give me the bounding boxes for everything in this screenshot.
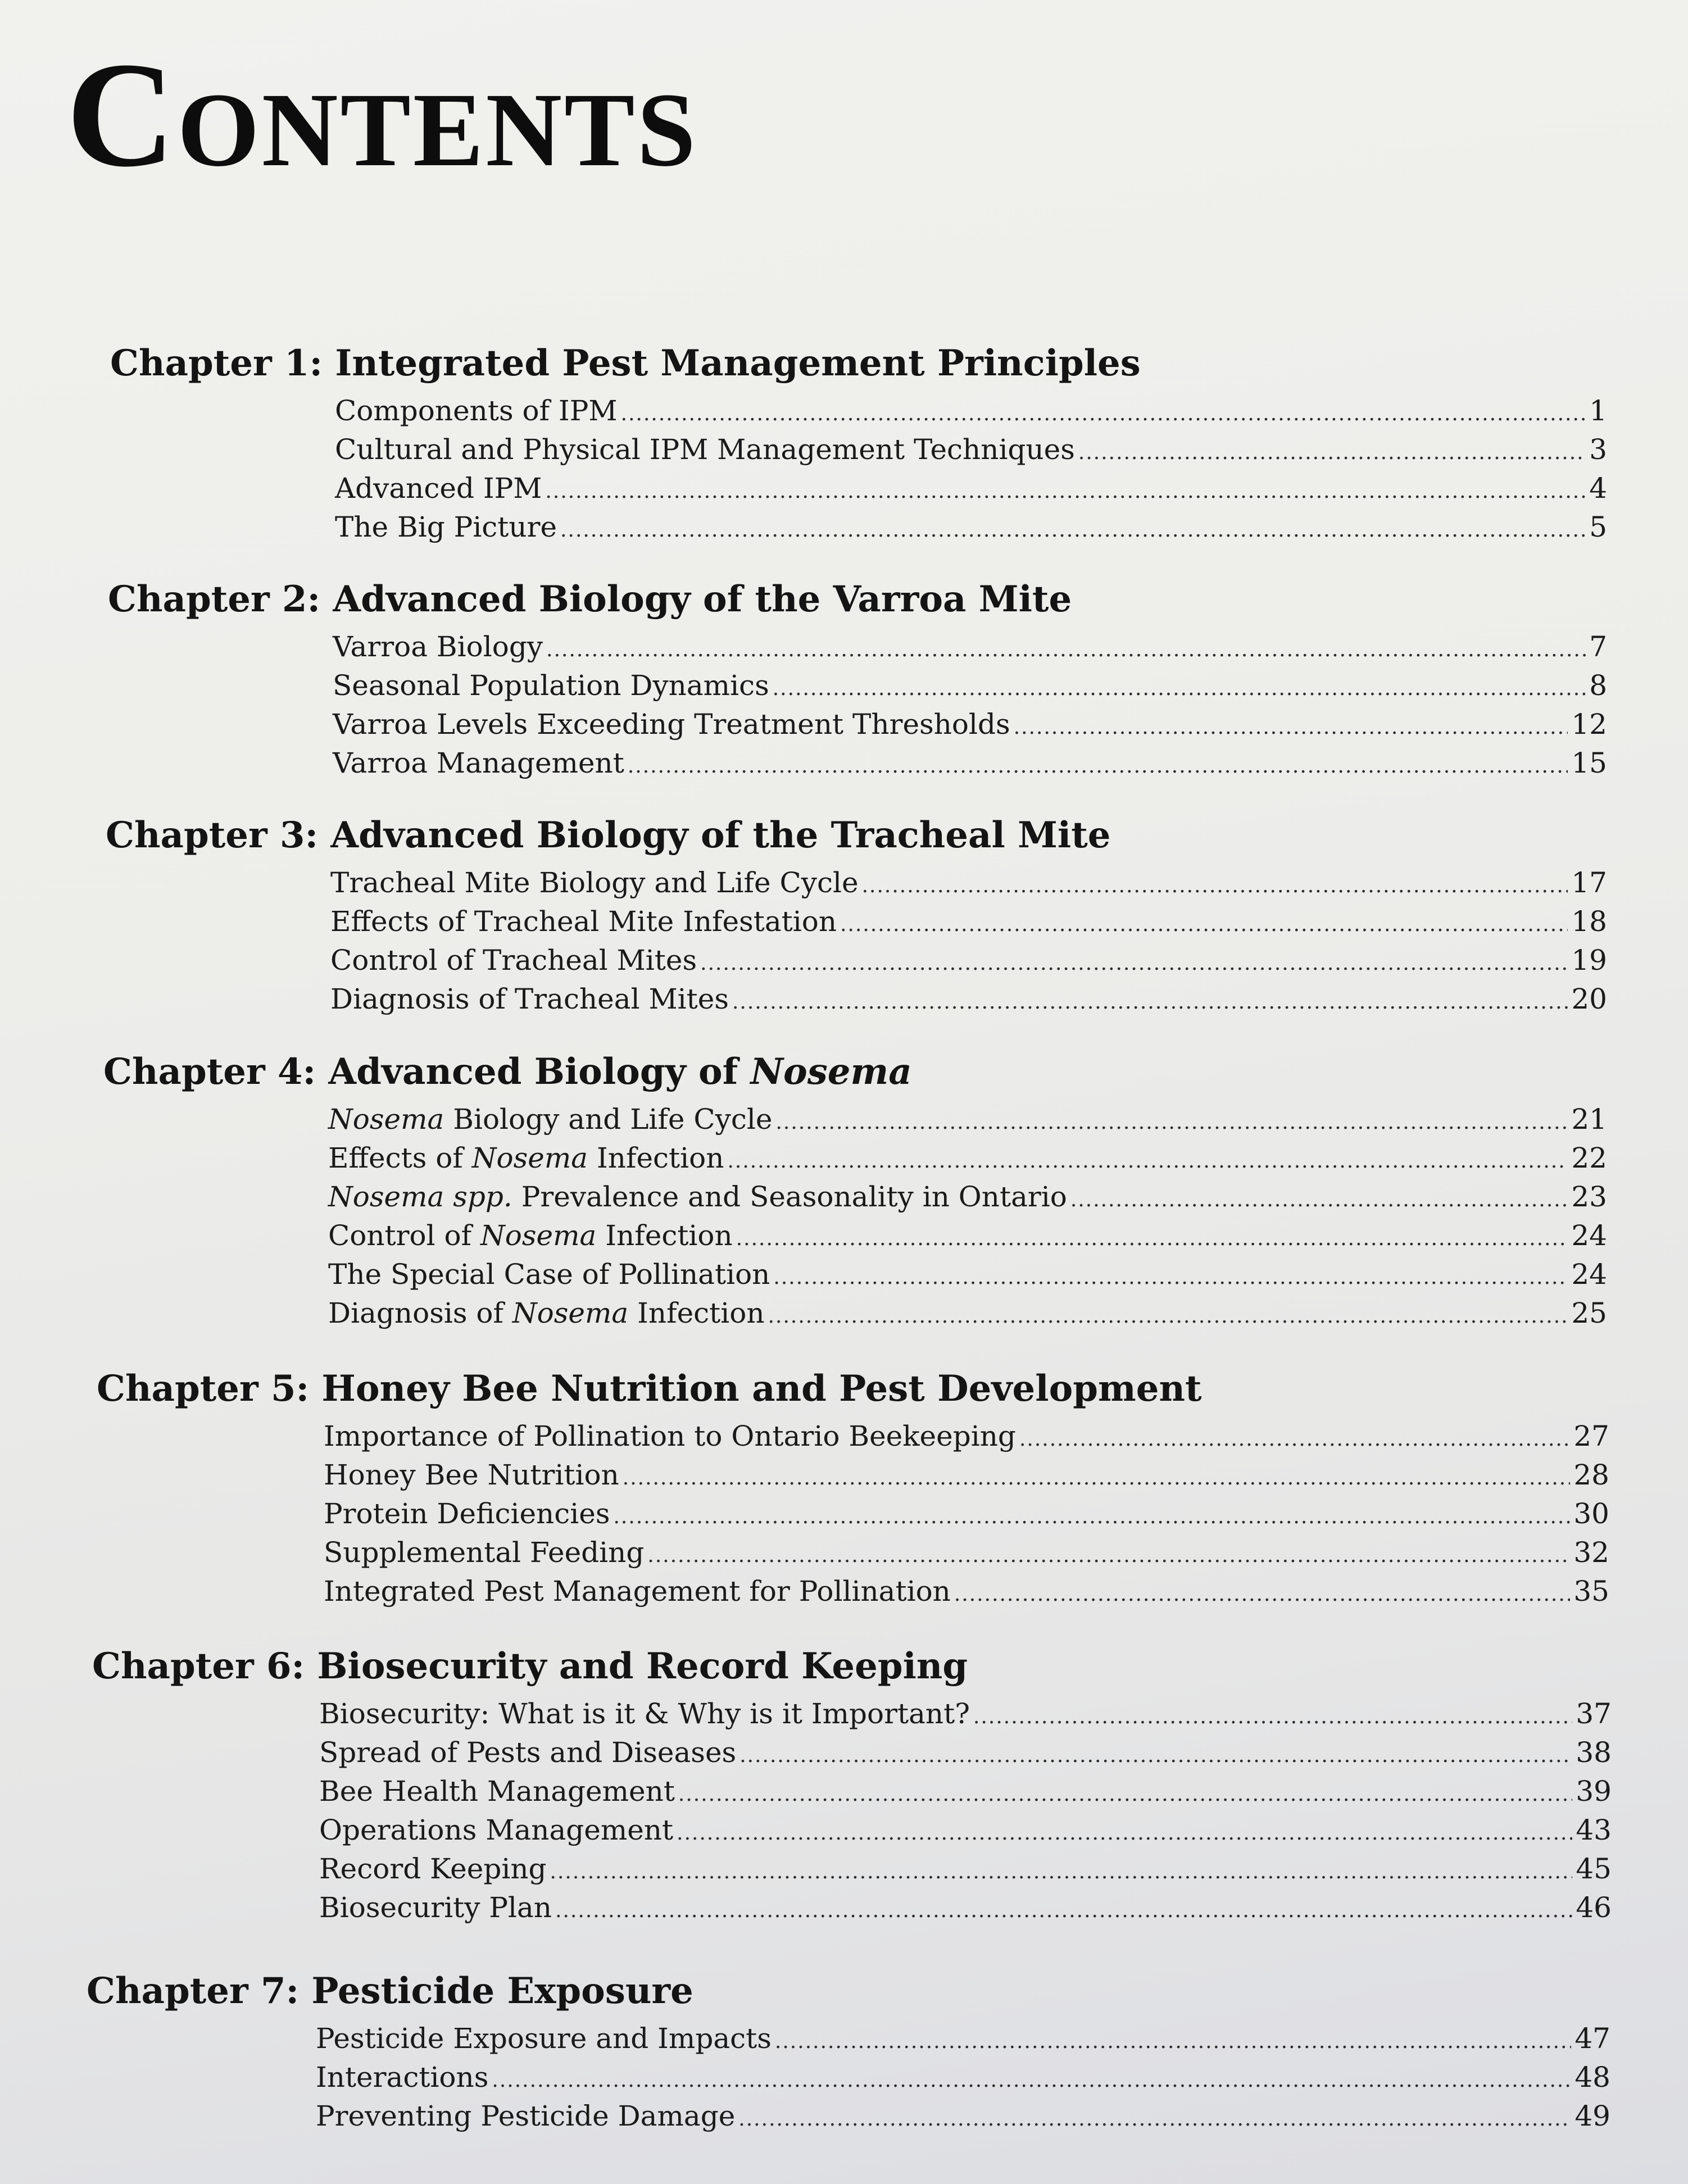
entry-label-italic: Nosema — [480, 1219, 597, 1252]
entry-label: The Special Case of Pollination — [328, 1258, 770, 1291]
dot-leader — [736, 1219, 1568, 1258]
entry-label — [328, 1216, 733, 1255]
entry-list — [330, 864, 1607, 1019]
page-number: 24 — [1571, 1258, 1607, 1291]
page-number: 17 — [1571, 866, 1607, 899]
dot-leader — [775, 1103, 1568, 1142]
page-number: 5 — [1589, 511, 1607, 543]
page-title: Contents — [66, 31, 698, 198]
entry-label: Record Keeping — [319, 1852, 547, 1885]
toc-entry[interactable] — [316, 2019, 1610, 2058]
entry-label: Components of IPM — [335, 394, 618, 427]
entry-label: Cultural and Physical IPM Management Techniques — [335, 433, 1075, 466]
page-number: 3 — [1589, 433, 1607, 466]
entry-label: Interactions — [316, 2061, 489, 2094]
chapter-title: Chapter 1: Integrated Pest Management Principles — [110, 342, 1141, 384]
toc-entry[interactable] — [316, 2097, 1610, 2136]
entry-label-after: Infection — [628, 1297, 765, 1329]
entry-label: Varroa Biology — [333, 630, 543, 663]
page-number: 37 — [1576, 1697, 1612, 1730]
entry-label: Varroa Management — [333, 747, 624, 779]
entry-label: Supplemental Feeding — [324, 1536, 645, 1569]
page-number: 20 — [1571, 983, 1607, 1015]
chapter-2 — [108, 578, 1607, 783]
toc-entry[interactable] — [333, 666, 1607, 705]
toc-entry[interactable] — [333, 628, 1607, 666]
toc-entry[interactable] — [328, 1100, 1607, 1139]
dot-leader — [613, 1497, 1570, 1536]
chapter-7 — [87, 1970, 1610, 2136]
page-number: 35 — [1573, 1575, 1609, 1608]
chapter-title: Chapter 7: Pesticide Exposure — [87, 1970, 693, 2012]
toc-entry[interactable] — [324, 1456, 1609, 1495]
dot-leader — [738, 2100, 1571, 2138]
dot-leader — [1014, 708, 1568, 747]
entry-label — [328, 1178, 1067, 1216]
entry-label: Varroa Levels Exceeding Treatment Thresholds — [333, 708, 1010, 741]
toc-entry[interactable] — [330, 941, 1607, 980]
entry-list — [335, 392, 1607, 547]
entry-label-after: Prevalence and Seasonality in Ontario — [512, 1180, 1067, 1213]
chapter-3 — [106, 814, 1607, 1019]
entry-label-italic: Nosema — [512, 1297, 629, 1329]
entry-label — [328, 1294, 765, 1333]
toc-entry[interactable] — [328, 1294, 1607, 1333]
dot-leader — [492, 2061, 1571, 2100]
chapter-title — [103, 1051, 1607, 1093]
page-number: 48 — [1574, 2061, 1610, 2094]
page-number: 18 — [1571, 905, 1607, 938]
toc-entry[interactable] — [319, 1772, 1612, 1811]
chapter-title: Chapter 6: Biosecurity and Record Keeping — [92, 1645, 968, 1687]
dot-leader — [677, 1814, 1572, 1852]
entry-label — [328, 1139, 724, 1178]
toc-entry[interactable] — [335, 430, 1607, 469]
dot-leader — [623, 1459, 1571, 1497]
toc-entry[interactable] — [335, 508, 1607, 547]
page-number: 19 — [1571, 944, 1607, 977]
dot-leader — [768, 1297, 1568, 1336]
entry-label: Protein Deficiencies — [324, 1497, 610, 1530]
toc-entry[interactable] — [333, 705, 1607, 744]
page-number: 4 — [1589, 472, 1607, 505]
toc-entry[interactable] — [330, 864, 1607, 902]
toc-entry[interactable] — [328, 1139, 1607, 1178]
dot-leader — [1078, 433, 1586, 472]
dot-leader — [700, 944, 1568, 983]
dot-leader — [862, 866, 1568, 905]
page-number: 8 — [1589, 669, 1607, 702]
entry-label-after: Infection — [596, 1219, 733, 1252]
entry-label — [328, 1100, 772, 1139]
entry-label: Pesticide Exposure and Impacts — [316, 2022, 772, 2055]
chapter-1 — [110, 342, 1607, 547]
dot-leader — [560, 511, 1586, 550]
entry-label: Control of Tracheal Mites — [330, 944, 697, 977]
toc-entry[interactable] — [333, 744, 1607, 783]
dot-leader — [647, 1536, 1570, 1575]
page-number: 22 — [1571, 1142, 1607, 1174]
page-number: 28 — [1573, 1459, 1609, 1491]
dot-leader — [773, 1258, 1568, 1297]
chapter-4 — [103, 1051, 1607, 1333]
dot-leader — [550, 1852, 1573, 1891]
entry-list — [333, 628, 1607, 783]
page-number: 45 — [1576, 1852, 1612, 1885]
entry-label-before: Diagnosis of — [328, 1297, 512, 1329]
entry-label-italic: Nosema — [471, 1142, 588, 1174]
chapter-6 — [92, 1645, 1612, 1927]
entry-label: Effects of Tracheal Mite Infestation — [330, 905, 837, 938]
page-number: 43 — [1576, 1814, 1612, 1846]
entry-list — [324, 1417, 1609, 1611]
toc-entry[interactable] — [335, 392, 1607, 430]
toc-entry[interactable] — [328, 1255, 1607, 1294]
toc-entry[interactable] — [330, 980, 1607, 1019]
page-number: 21 — [1571, 1103, 1607, 1136]
page-number: 46 — [1576, 1891, 1612, 1924]
entry-label: Honey Bee Nutrition — [324, 1459, 619, 1491]
page-number: 47 — [1574, 2022, 1610, 2055]
entry-list — [316, 2019, 1610, 2136]
entry-label: Bee Health Management — [319, 1775, 675, 1808]
dot-leader — [546, 630, 1586, 669]
chapter-title: Chapter 5: Honey Bee Nutrition and Pest Development — [97, 1368, 1202, 1410]
toc-entry[interactable] — [324, 1495, 1609, 1533]
entry-label: Operations Management — [319, 1814, 674, 1846]
dot-leader — [973, 1697, 1572, 1736]
entry-label: The Big Picture — [335, 511, 557, 543]
entry-label: Diagnosis of Tracheal Mites — [330, 983, 729, 1015]
entry-list — [328, 1100, 1607, 1333]
toc-entry[interactable] — [335, 469, 1607, 508]
dot-leader — [1070, 1180, 1568, 1219]
chapter-title-text: Chapter 4: Advanced Biology of — [103, 1051, 751, 1093]
dot-leader — [954, 1575, 1571, 1614]
page-number: 38 — [1576, 1736, 1612, 1769]
chapter-title-italic: Nosema — [750, 1051, 912, 1093]
page-number: 12 — [1571, 708, 1607, 741]
page-number: 27 — [1573, 1420, 1609, 1452]
toc-entry[interactable] — [319, 1888, 1612, 1927]
page-number: 1 — [1589, 394, 1607, 427]
page-number: 32 — [1573, 1536, 1609, 1569]
dot-leader — [732, 983, 1568, 1021]
chapter-title: Chapter 2: Advanced Biology of the Varroa Mite — [108, 578, 1072, 620]
toc-entry[interactable] — [319, 1850, 1612, 1888]
page-number: 23 — [1571, 1180, 1607, 1213]
dot-leader — [545, 472, 1586, 511]
toc-entry[interactable] — [316, 2058, 1610, 2097]
dot-leader — [621, 394, 1586, 433]
entry-label-italic: Nosema — [328, 1103, 444, 1136]
toc-entry[interactable] — [324, 1417, 1609, 1456]
toc-entry[interactable] — [319, 1695, 1612, 1733]
dot-leader — [773, 669, 1586, 708]
entry-label-italic: Nosema spp. — [328, 1180, 512, 1213]
page-number: 49 — [1574, 2100, 1610, 2132]
entry-label-before: Effects of — [328, 1142, 472, 1174]
page-number: 7 — [1589, 630, 1607, 663]
entry-label: Spread of Pests and Diseases — [319, 1736, 737, 1769]
entry-list — [319, 1695, 1612, 1927]
dot-leader — [678, 1775, 1572, 1814]
entry-label: Preventing Pesticide Damage — [316, 2100, 736, 2132]
entry-label: Advanced IPM — [335, 472, 542, 505]
entry-label: Integrated Pest Management for Pollination — [324, 1575, 951, 1608]
entry-label: Biosecurity: What is it & Why is it Important? — [319, 1697, 970, 1730]
toc-entry[interactable] — [328, 1178, 1607, 1216]
entry-label: Importance of Pollination to Ontario Beekeeping — [324, 1420, 1016, 1452]
toc-entry[interactable] — [319, 1811, 1612, 1850]
dot-leader — [1019, 1420, 1570, 1459]
dot-leader — [628, 747, 1568, 785]
entry-label-before: Control of — [328, 1219, 481, 1252]
page-number: 25 — [1571, 1297, 1607, 1329]
toc-entry[interactable] — [330, 902, 1607, 941]
entry-label-after: Infection — [588, 1142, 724, 1174]
entry-label: Biosecurity Plan — [319, 1891, 552, 1924]
chapter-title: Chapter 3: Advanced Biology of the Tracheal Mite — [106, 814, 1111, 856]
entry-label: Seasonal Population Dynamics — [333, 669, 769, 702]
dot-leader — [555, 1891, 1572, 1930]
chapter-5 — [97, 1368, 1609, 1611]
toc-entry[interactable] — [328, 1216, 1607, 1255]
page-number: 39 — [1576, 1775, 1612, 1808]
dot-leader — [739, 1736, 1572, 1775]
page-number: 24 — [1571, 1219, 1607, 1252]
dot-leader — [775, 2022, 1571, 2061]
dot-leader — [840, 905, 1568, 944]
page-number: 30 — [1573, 1497, 1609, 1530]
entry-label: Tracheal Mite Biology and Life Cycle — [330, 866, 859, 899]
toc-entry[interactable] — [324, 1572, 1609, 1611]
entry-label-after: Biology and Life Cycle — [444, 1103, 773, 1136]
dot-leader — [727, 1142, 1568, 1180]
page-number: 15 — [1571, 747, 1607, 779]
toc-entry[interactable] — [324, 1533, 1609, 1572]
toc-entry[interactable] — [319, 1733, 1612, 1772]
